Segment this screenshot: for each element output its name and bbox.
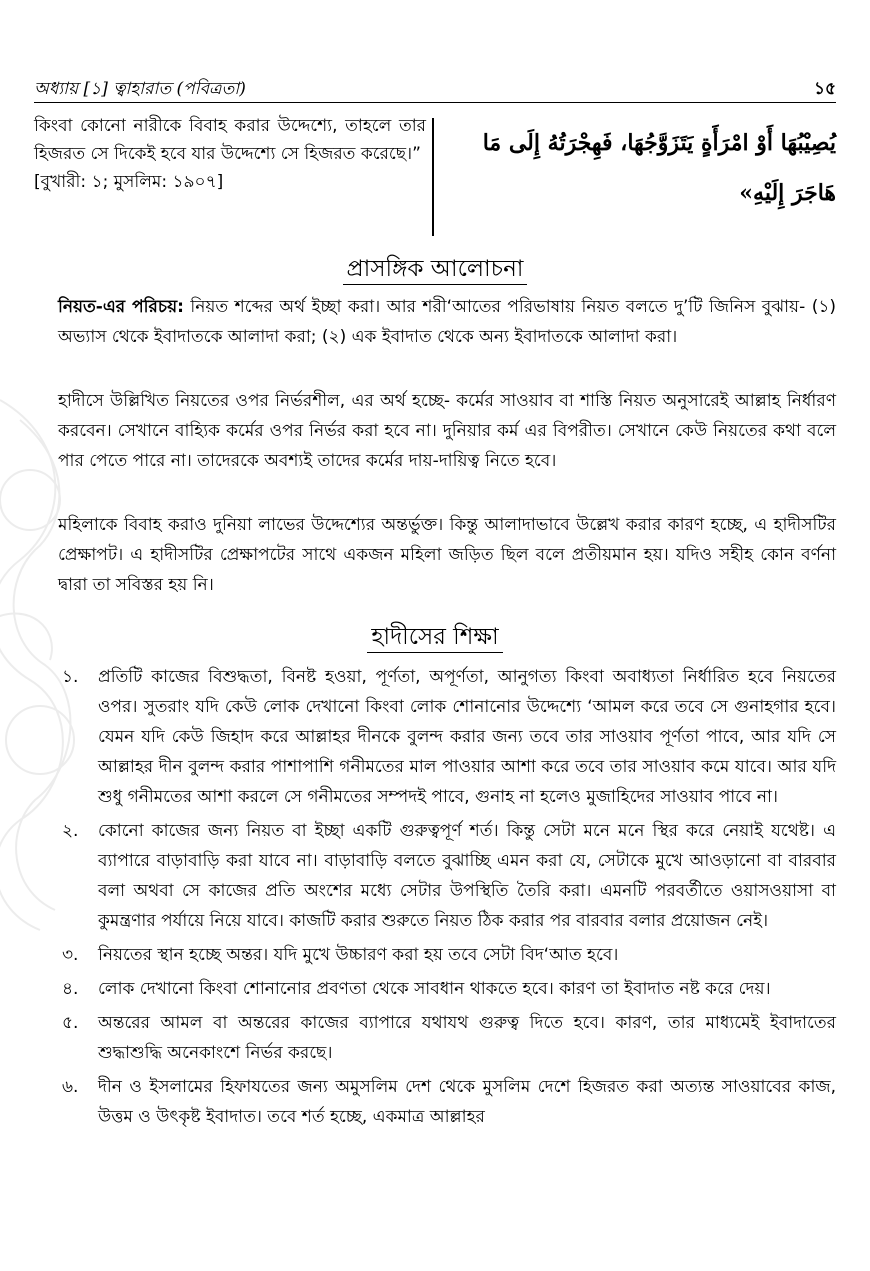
hadith-bangla-text: কিংবা কোনো নারীকে বিবাহ করার উদ্দেশ্যে, তাহলে তার হিজরত সে দিকেই হবে যার উদ্দেশ্যে সে হিজরত করেছে।” (34, 116, 426, 164)
column-divider (432, 118, 434, 236)
definition-text: নিয়ত শব্দের অর্থ ইচ্ছা করা। আর শরী‘আতের পরিভাষায় নিয়ত বলতে দু’টি জিনিস বুঝায়- (১) অভ্যাস থেকে ইবাদাতকে আলাদা করা; (২) এক ইবাদাত থেকে অন্য ইবাদাতকে আলাদা করা। (58, 297, 837, 347)
page-number: ১৫ (813, 79, 836, 99)
paragraph-niyyat-definition (58, 292, 836, 352)
list-item: ৬. দীন ও ইসলামের হিফাযতের জন্য অমুসলিম দেশ থেকে মুসলিম দেশে হিজরত করা অত্যন্ত সাওয়াবের কাজ, উত্তম ও উৎকৃষ্ট ইবাদাত। তবে শর্ত হচ্ছে, একমাত্র আল্লাহর (62, 1077, 836, 1127)
section-heading-lessons: হাদীসের শিক্ষা (0, 618, 870, 657)
arabic-line-1: يُصِيْبُهَا أَوْ امْرَأَةٍ يَتَزَوَّجُهَا، فَهِجْرَتُهُ إِلَى مَا (482, 130, 836, 156)
section-heading-discussion: প্রাসঙ্গিক আলোচনা (0, 250, 870, 289)
chapter-title: অধ্যায় [১] ত্বাহারাত (পবিত্রতা) (34, 79, 246, 99)
lessons-list (58, 662, 836, 1136)
list-item: ২. কোনো কাজের জন্য নিয়ত বা ইচ্ছা একটি গুরুত্বপূর্ণ শর্ত। কিন্তু সেটা মনে মনে স্থির করে নেয়াই যথেষ্ট। এ ব্যাপারে বাড়াবাড়ি করা যাবে না। বাড়াবাড়ি বলতে বুঝাচ্ছি এমন করা যে, সেটাকে মুখে আওড়ানো বা বারবার বলা অথবা সে কাজের প্রতি অংশের মধ্যে সেটার উপস্থিতি তৈরি করা। এমনটি পরবর্তীতে ওয়াসওয়াসা বা কুমন্ত্রণার পর্যায়ে নিয়ে যাবে। কাজটি করার শুরুতে নিয়ত ঠিক করার পর বারবার বলার প্রয়োজন নেই। (62, 821, 836, 931)
hadith-arabic (446, 118, 836, 218)
definition-label: নিয়ত-এর পরিচয়: (58, 297, 184, 317)
hadith-reference: [বুখারী: ১; মুসলিম: ১৯০৭] (34, 172, 224, 192)
paragraph-context: মহিলাকে বিবাহ করাও দুনিয়া লাভের উদ্দেশ্যের অন্তর্ভুক্ত। কিন্তু আলাদাভাবে উল্লেখ করার কারণ হচ্ছে, এ হাদীসটির প্রেক্ষাপট। এ হাদীসটির প্রেক্ষাপটের সাথে একজন মহিলা জড়িত ছিল বলে প্রতীয়মান হয়। যদিও সহীহ কোন বর্ণনা দ্বারা তা সবিস্তর হয় নি। (58, 515, 836, 595)
arabic-line-2: هَاجَرَ إِلَيْهِ» (739, 180, 836, 206)
paragraph-explanation: হাদীসে উল্লিখিত নিয়তের ওপর নির্ভরশীল, এর অর্থ হচ্ছে- কর্মের সাওয়াব বা শাস্তি নিয়ত অনুসারেই আল্লাহ নির্ধারণ করবেন। সেখানে বাহ্যিক কর্মের ওপর নির্ভর করা হবে না। দুনিয়ার কর্ম এর বিপরীত। সেখানে কেউ নিয়তের কথা বলে পার পেতে পারে না। তাদেরকে অবশ্যই তাদের কর্মের দায়-দায়িত্ব নিতে হবে। (58, 391, 836, 471)
list-item: ১. প্রতিটি কাজের বিশুদ্ধতা, বিনষ্ট হওয়া, পূর্ণতা, অপূর্ণতা, আনুগত্য কিংবা অবাধ্যতা নির্ধারিত হবে নিয়তের ওপর। সুতরাং যদি কেউ লোক দেখানো কিংবা লোক শোনানোর উদ্দেশ্যে ‘আমল করে তবে সে গুনাহগার হবে। যেমন যদি কেউ জিহাদ করে আল্লাহর দীনকে বুলন্দ করার জন্য তবে তার সাওয়াব পূর্ণতা পাবে, আর যদি সে আল্লাহর দীন বুলন্দ করার পাশাপাশি গনীমতের মাল পাওয়ার আশা করে তবে তার সাওয়াব কমে যাবে। আর যদি শুধু গনীমতের আশা করলে সে গনীমতের সম্পদই পাবে, গুনাহ না হলেও মুজাহিদের সাওয়াব পাবে না। (62, 667, 836, 807)
list-item: ৩. নিয়তের স্থান হচ্ছে অন্তর। যদি মুখে উচ্চারণ করা হয় তবে সেটা বিদ‘আত হবে। (62, 945, 619, 965)
hadith-block (34, 112, 836, 236)
hadith-translation (34, 112, 426, 196)
list-item: ৪. লোক দেখানো কিংবা শোনানোর প্রবণতা থেকে সাবধান থাকতে হবে। কারণ তা ইবাদাত নষ্ট করে দেয়। (62, 979, 771, 999)
page-header (34, 72, 836, 103)
list-item: ৫. অন্তরের আমল বা অন্তরের কাজের ব্যাপারে যথাযথ গুরুত্ব দিতে হবে। কারণ, তার মাধ্যমেই ইবাদাতের শুদ্ধাশুদ্ধি অনেকাংশে নির্ভর করছে। (62, 1013, 836, 1063)
